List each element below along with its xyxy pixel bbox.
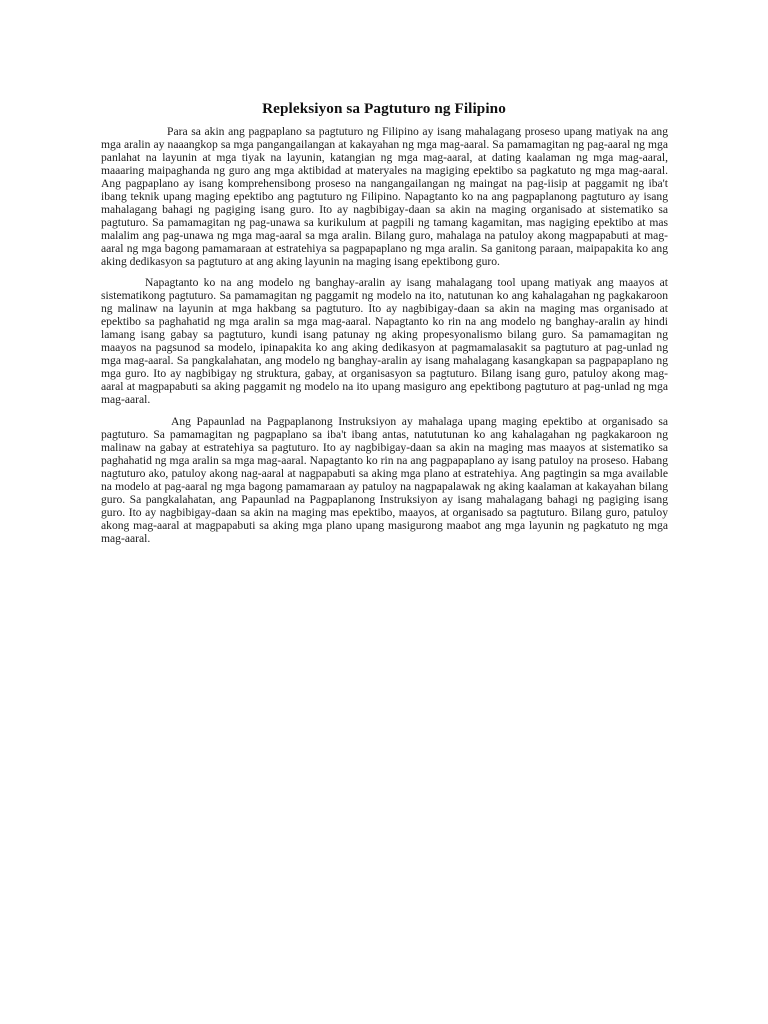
paragraph-2: Napagtanto ko na ang modelo ng banghay-aralin ay isang mahalagang tool upang matiyak ang maayos at sistematikong pagtuturo. Sa pamamagitan ng paggamit ng modelo na ito, natutunan ko ang kahalagahan ng pagkakaroon ng malinaw na layunin at mga hakbang sa pagtuturo. Ito ay nagbibigay-daan sa akin na maging mas organisado at epektibo sa paghahatid ng mga aralin sa mga mag-aaral. Napagtanto ko rin na ang modelo ng banghay-aralin ay hindi lamang isang gabay sa pagtuturo, kundi isang patunay ng aking propesyonalismo bilang guro. Sa pamamagitan ng maayos na pagsunod sa modelo, ipinapakita ko ang aking dedikasyon at pagmamalasakit sa pagtuturo at pag-unlad ng mga mag-aaral. Sa pangkalahatan, ang modelo ng banghay-aralin ay isang mahalagang kasangkapan sa pagpapaplano ng mga guro. Ito ay nagbibigay ng struktura, gabay, at organisasyon sa pagtuturo. Bilang isang guro, patuloy akong mag-aaral at magpapabuti sa aking paggamit ng modelo na ito upang masiguro ang epektibong pagtuturo at pag-unlad ng mga mag-aaral.: [101, 276, 668, 407]
paragraph-3: Ang Papaunlad na Pagpaplanong Instruksiyon ay mahalaga upang maging epektibo at organisado sa pagtuturo. Sa pamamagitan ng pagpaplano sa iba't ibang antas, natututunan ko ang kahalagahan ng pagkakaroon ng malinaw na gabay at estratehiya sa pagtuturo. Ito ay nagbibigay-daan sa akin na maging mas maayos at sistematiko sa paghahatid ng mga aralin sa mga mag-aaral. Napagtanto ko rin na ang pagpapaplano ay isang patuloy na proseso. Habang nagtuturo ako, patuloy akong nag-aaral at nagpapabuti sa aking mga plano at estratehiya. Ang pagtingin sa mga available na modelo at pag-aaral ng mga bagong pamamaraan ay patuloy na nagpapalawak ng aking kaalaman at kakayahan bilang guro. Sa pangkalahatan, ang Papaunlad na Pagpaplanong Instruksiyon ay isang mahalagang bahagi ng pagiging isang guro. Ito ay nagbibigay-daan sa akin na maging mas epektibo, maayos, at organisado sa pagtuturo. Bilang guro, patuloy akong mag-aaral at magpapabuti sa aking mga plano upang masigurong maabot ang mga layunin ng pagkatuto ng mga mag-aaral.: [101, 415, 668, 545]
document-body: [101, 126, 668, 546]
document-title: Repleksiyon sa Pagtuturo ng Filipino: [262, 100, 506, 117]
paragraph-1: Para sa akin ang pagpaplano sa pagtuturo ng Filipino ay isang mahalagang proseso upang matiyak na ang mga aralin ay naaangkop sa mga pangangailangan at kakayahan ng mga mag-aaral. Sa pamamagitan ng pag-aaral ng mga panlahat na layunin at mga tiyak na layunin, katangian ng mga mag-aaral, at dating kaalaman ng mga mag-aaral, maaaring maipaghanda ng guro ang mga aktibidad at materyales na magiging epektibo sa pagkatuto ng mga mag-aaral. Ang pagpaplano ay isang komprehensibong proseso na nangangailangan ng maingat na pag-iisip at paggamit ng iba't ibang teknik upang maging epektibo ang pagtuturo ng Filipino. Napagtanto ko na ang pagpaplanong pagtuturo ay isang mahalagang bahagi ng pagiging isang guro. Ito ay nagbibigay-daan sa akin na maging organisado at sistematiko sa pagtuturo. Sa pamamagitan ng pag-unawa sa kurikulum at pagpili ng tamang kagamitan, mas nagiging epektibo at mas malalim ang pag-unawa ng mga mag-aaral sa mga aralin. Bilang guro, mahalaga na patuloy akong magpapabuti at mag-aaral ng mga bagong pamamaraan at estratehiya sa pagpapaplano ng mga aralin. Sa ganitong paraan, maipapakita ko ang aking dedikasyon sa pagtuturo at ang aking layunin na maging isang epektibong guro.: [101, 125, 668, 268]
